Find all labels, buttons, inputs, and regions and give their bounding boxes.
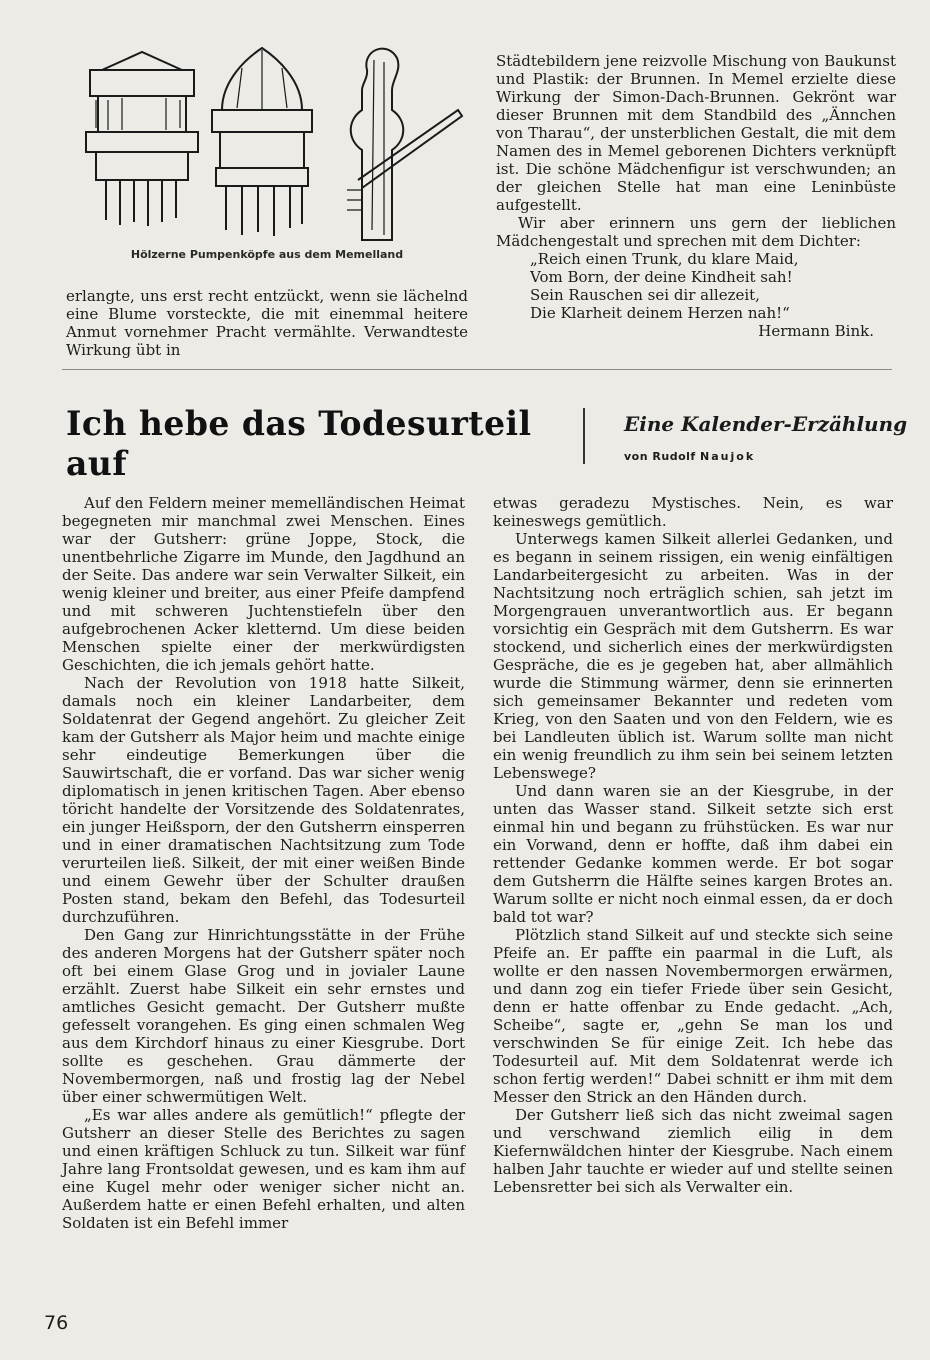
article-paragraph: Nach der Revolution von 1918 hatte Silkeit, damals noch ein kleiner Landarbeiter, dem Soldatenrat der Gegend angehört. Zu gleicher Zeit kam der Gutsherr als Major heim und machte einige sehr eindeutige Bemerkungen über die Sauwirtschaft, die er vorfand. Das war sicher wenig diplomatisch in jenen kritischen Tagen. Aber ebenso töricht handelte der Vorsitzende des Soldatenrates, ein junger Heißsporn, der den Gutsherrn einsperren und in einer dramatischen Nachtsitzung zum Tode verurteilen ließ. Silkeit, der mit einer weißen Binde und einem Gewehr über der Schulter draußen Posten stand, bekam den Befehl, das Todesurteil durchzuführen. xyxy=(62,674,465,926)
top-right-paragraph-1: Städtebildern jene reizvolle Mischung von Baukunst und Plastik: der Brunnen. In Memel erzielte diese Wirkung der Simon-Dach-Brunnen. Gekrönt war dieser Brunnen mit dem Standbild des „Ännchen von Tharau“, der unsterblichen Gestalt, die mit dem Namen des in Memel geborenen Dichters verknüpft ist. Die schöne Mädchenfigur ist verschwunden; an der gleichen Stelle hat man eine Leninbüste aufgestellt. xyxy=(496,52,896,214)
top-right-paragraph-2: Wir aber erinnern uns gern der lieblichen Mädchengestalt und sprechen mit dem Dichter: xyxy=(496,214,896,250)
top-right-column xyxy=(496,52,896,340)
article-paragraph: Und dann waren sie an der Kiesgrube, in der unten das Wasser stand. Silkeit setzte sich erst einmal hin und begann zu frühstücken. Es war nur ein Vorwand, denn er hoffte, daß ihm dabei ein rettender Gedanke kommen werde. Er bot sogar dem Gutsherrn die Hälfte seines kargen Brotes an. Warum sollte er nicht noch einmal essen, da er doch bald tot war? xyxy=(493,782,893,926)
title-separator xyxy=(583,408,585,464)
top-left-column xyxy=(66,287,468,359)
poem-signature: Hermann Bink. xyxy=(758,322,874,340)
section-divider xyxy=(62,369,892,370)
author-name: Naujok xyxy=(700,450,756,463)
article-paragraph-continued: etwas geradezu Mystisches. Nein, es war keineswegs gemütlich. xyxy=(493,494,893,530)
page-number: 76 xyxy=(44,1312,69,1334)
figure-caption: Hölzerne Pumpenköpfe aus dem Memelland xyxy=(130,248,404,261)
pump-heads-illustration xyxy=(62,40,472,250)
poem-line: Die Klarheit deinem Herzen nah!“ xyxy=(530,304,790,322)
author-prefix: von Rudolf xyxy=(624,450,696,463)
article-paragraph: Plötzlich stand Silkeit auf und steckte sich seine Pfeife an. Er paffte ein paarmal in die Luft, als wollte er den nassen Novembermorgen erwärmen, und dann zog ein tiefer Friede über sein Gesicht, denn er hatte offenbar zu Ende gedacht. „Ach, Scheibe“, sagte er, „gehn Se man los und verschwinden Se für einige Zeit. Ich hebe das Todesurteil auf. Mit dem Soldatenrat werde ich schon fertig werden!“ Dabei schnitt er ihm mit dem Messer den Strick an den Händen durch. xyxy=(493,926,893,1106)
poem-line: Sein Rauschen sei dir allezeit, xyxy=(530,286,760,304)
article-author xyxy=(624,450,755,463)
pump-head-1-icon xyxy=(86,52,198,226)
pump-head-3-icon xyxy=(347,49,462,240)
top-left-paragraph: erlangte, uns erst recht entzückt, wenn sie lächelnd eine Blume vorsteckte, die mit einemmal heitere Anmut vornehmer Pracht vermählte. Verwandteste Wirkung übt in xyxy=(66,287,468,359)
article-paragraph: Der Gutsherr ließ sich das nicht zweimal sagen und verschwand ziemlich eilig in dem Kiefernwäldchen hinter der Kiesgrube. Nach einem halben Jahr tauchte er wieder auf und stellte seinen Lebensretter bei sich als Verwalter ein. xyxy=(493,1106,893,1196)
poem xyxy=(530,250,896,322)
pump-head-2-icon xyxy=(212,48,312,236)
article-title: Ich hebe das Todesurteil auf xyxy=(66,404,532,484)
article-paragraph: Auf den Feldern meiner memelländischen Heimat begegneten mir manchmal zwei Menschen. Eines war der Gutsherr: grüne Joppe, Stock, die unentbehrliche Zigarre im Munde, den Jagdhund an der Seite. Das andere war sein Verwalter Silkeit, ein wenig kleiner und breiter, aus einer Pfeife dampfend und mit schweren Juchtenstiefeln über den aufgebrochenen Acker kletternd. Um diese beiden Menschen spielte einer der merkwürdigsten Geschichten, die ich jemals gehört hatte. xyxy=(62,494,465,674)
poem-line: Vom Born, der deine Kindheit sah! xyxy=(530,268,793,286)
article-paragraph: „Es war alles andere als gemütlich!“ pflegte der Gutsherr an dieser Stelle des Berichtes zu sagen und einen kräftigen Schluck zu tun. Silkeit war fünf Jahre lang Frontsoldat gewesen, und es kam ihm auf eine Kugel mehr oder weniger sicher nicht an. Außerdem hatte er einen Befehl erhalten, und alten Soldaten ist ein Befehl immer xyxy=(62,1106,465,1232)
article-subtitle: Eine Kalender-Erzählung xyxy=(624,412,908,436)
article-paragraph: Den Gang zur Hinrichtungsstätte in der Frühe des anderen Morgens hat der Gutsherr später noch oft bei einem Glase Grog und in jovialer Laune erzählt. Zuerst habe Silkeit ein sehr ernstes und amtliches Gesicht gemacht. Der Gutsherr mußte gefesselt vorangehen. Es ging einen schmalen Weg aus dem Kirchdorf hinaus zu einer Kiesgrube. Dort sollte es geschehen. Grau dämmerte der Novembermorgen, naß und frostig lag der Nebel über einer schwermütigen Welt. xyxy=(62,926,465,1106)
article-left-column xyxy=(62,494,465,1232)
article-paragraph: Unterwegs kamen Silkeit allerlei Gedanken, und es begann in seinem rissigen, ein wenig einfältigen Landarbeitergesicht zu arbeiten. Was in der Nachtsitzung noch erträglich schien, sah jetzt im Morgengrauen unverantwortlich aus. Er begann vorsichtig ein Gespräch mit dem Gutsherrn. Es war stockend, und sicherlich eines der merkwürdigsten Gespräche, die es je gegeben hat, aber allmählich wurde die Stimmung wärmer, denn sie erinnerten sich gemeinsamer Bekannter und redeten vom Krieg, von den Saaten und von den Feldern, wie es bei Landleuten üblich ist. Warum sollte man nicht ein wenig freundlich zu ihm sein bei seinem letzten Lebenswege? xyxy=(493,530,893,782)
article-right-column xyxy=(493,494,893,1196)
poem-line: „Reich einen Trunk, du klare Maid, xyxy=(530,250,799,268)
